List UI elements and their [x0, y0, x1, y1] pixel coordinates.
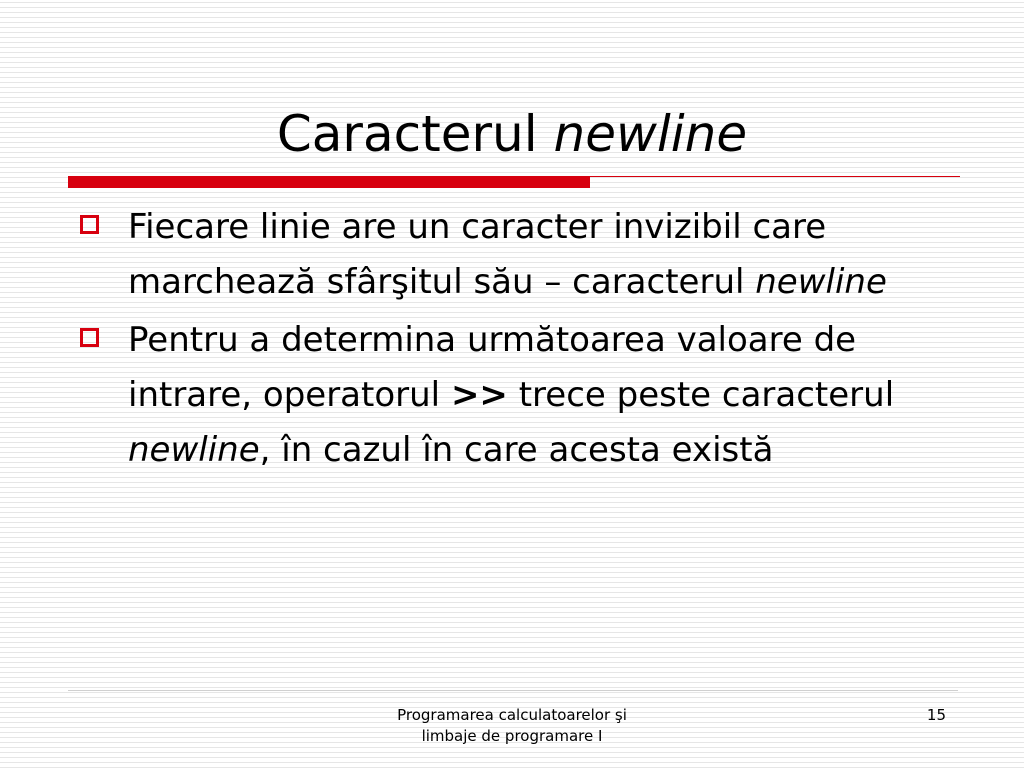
footer-course-line-2: limbaje de programare I	[421, 727, 603, 745]
bullet-text	[128, 207, 887, 302]
title-underline-thick	[68, 176, 590, 188]
footer-divider	[68, 690, 958, 691]
bullet-item	[80, 313, 970, 478]
bullet-segment: trece peste caracterul	[507, 375, 895, 415]
bullet-item	[80, 200, 970, 310]
square-bullet-icon	[80, 328, 99, 347]
title-underline-thin	[590, 176, 960, 177]
bullet-segment-italic: newline	[128, 430, 260, 470]
bullet-segment: Fiecare linie are un caracter invizibil care marchează sfârşitul său – caracterul	[128, 207, 827, 302]
page-number: 15	[926, 706, 946, 724]
bullet-segment: , în cazul în care acesta există	[259, 430, 774, 470]
footer-course-name	[362, 705, 662, 747]
operator-symbol: >>	[450, 375, 508, 415]
bullet-segment: Pentru a determina următoarea valoare de intrare, operatorul	[128, 320, 857, 415]
bullet-list	[80, 200, 970, 481]
title-plain-text: Caracterul	[276, 105, 554, 163]
title-italic-text: newline	[553, 105, 748, 163]
slide-title	[0, 103, 1024, 165]
footer-course-line-1: Programarea calculatoarelor şi	[397, 706, 627, 724]
bullet-text	[128, 320, 894, 470]
square-bullet-icon	[80, 215, 99, 234]
bullet-segment-italic: newline	[755, 262, 887, 302]
